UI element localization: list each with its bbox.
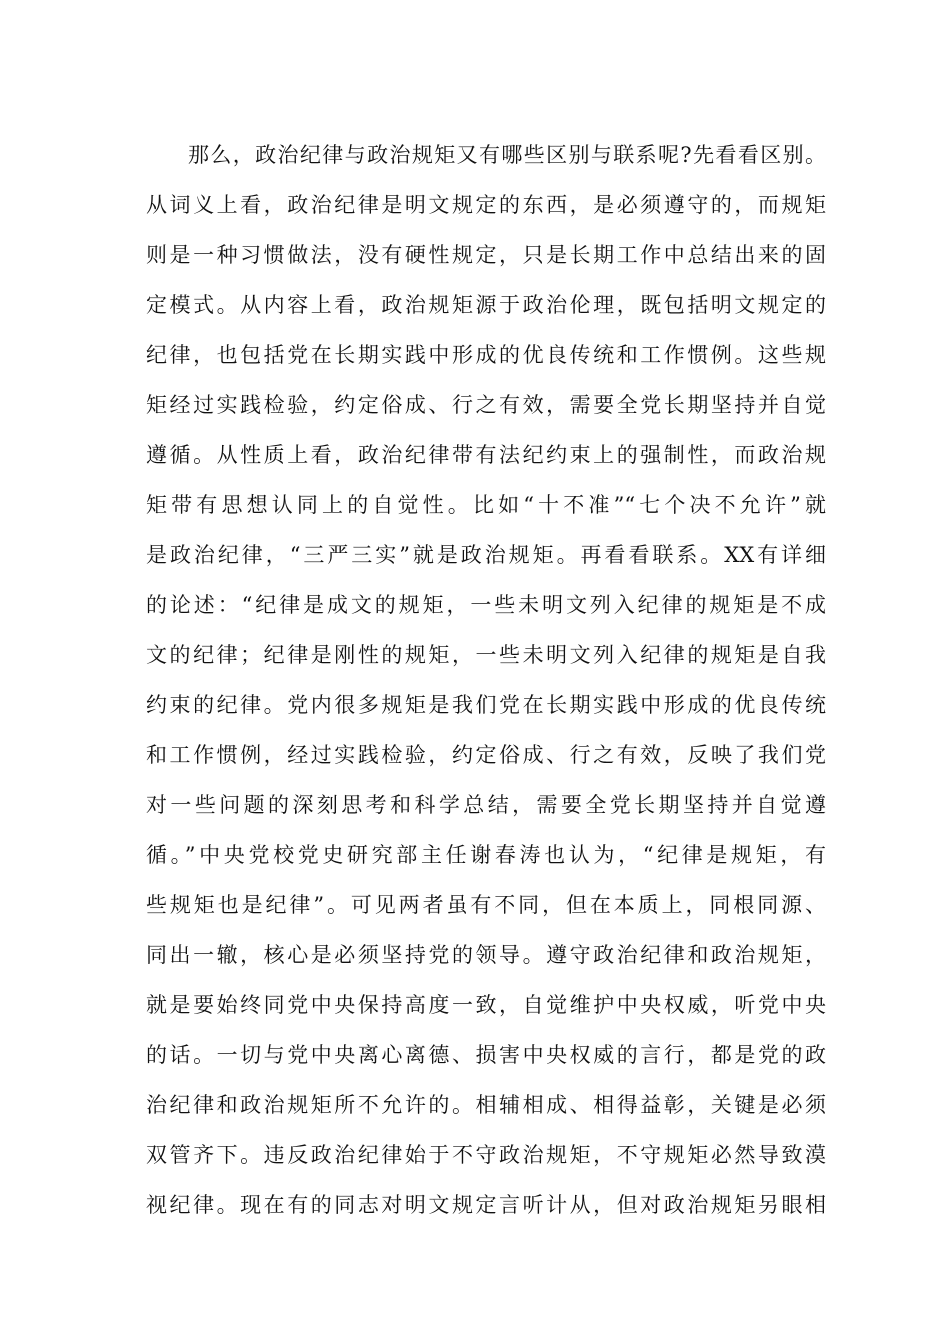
paragraph-line: 矩带有思想认同上的自觉性。比如“十不准”“七个决不允许”就 <box>146 493 826 517</box>
paragraph-line: 就是要始终同党中央保持高度一致，自觉维护中央权威，听党中央 <box>146 993 826 1017</box>
paragraph-line: 遵循。从性质上看，政治纪律带有法纪约束上的强制性，而政治规 <box>146 443 826 467</box>
paragraph-line: 那么，政治纪律与政治规矩又有哪些区别与联系呢?先看看区别。 <box>188 143 826 167</box>
paragraph-line: 循。”中央党校党史研究部主任谢春涛也认为，“纪律是规矩，有 <box>146 843 826 867</box>
paragraph-line: 视纪律。现在有的同志对明文规定言听计从，但对政治规矩另眼相 <box>146 1193 826 1217</box>
paragraph-line: 矩经过实践检验，约定俗成、行之有效，需要全党长期坚持并自觉 <box>146 393 826 417</box>
paragraph-line: 则是一种习惯做法，没有硬性规定，只是长期工作中总结出来的固 <box>146 243 826 267</box>
paragraph-line: 从词义上看，政治纪律是明文规定的东西，是必须遵守的，而规矩 <box>146 193 826 217</box>
paragraph-line: 是政治纪律，“三严三实”就是政治规矩。再看看联系。XX有详细 <box>146 543 826 567</box>
paragraph-line: 纪律，也包括党在长期实践中形成的优良传统和工作惯例。这些规 <box>146 343 826 367</box>
paragraph-line: 同出一辙，核心是必须坚持党的领导。遵守政治纪律和政治规矩， <box>146 943 826 967</box>
paragraph-line: 约束的纪律。党内很多规矩是我们党在长期实践中形成的优良传统 <box>146 693 826 717</box>
body-paragraph <box>146 130 826 1230</box>
paragraph-line: 对一些问题的深刻思考和科学总结，需要全党长期坚持并自觉遵 <box>146 793 826 817</box>
paragraph-line: 的论述：“纪律是成文的规矩，一些未明文列入纪律的规矩是不成 <box>146 593 826 617</box>
paragraph-line: 治纪律和政治规矩所不允许的。相辅相成、相得益彰，关键是必须 <box>146 1093 826 1117</box>
paragraph-line: 的话。一切与党中央离心离德、损害中央权威的言行，都是党的政 <box>146 1043 826 1067</box>
paragraph-line: 双管齐下。违反政治纪律始于不守政治规矩，不守规矩必然导致漠 <box>146 1143 826 1167</box>
paragraph-line: 文的纪律；纪律是刚性的规矩，一些未明文列入纪律的规矩是自我 <box>146 643 826 667</box>
paragraph-line: 些规矩也是纪律”。可见两者虽有不同，但在本质上，同根同源、 <box>146 893 826 917</box>
paragraph-line: 和工作惯例，经过实践检验，约定俗成、行之有效，反映了我们党 <box>146 743 826 767</box>
paragraph-line: 定模式。从内容上看，政治规矩源于政治伦理，既包括明文规定的 <box>146 293 826 317</box>
